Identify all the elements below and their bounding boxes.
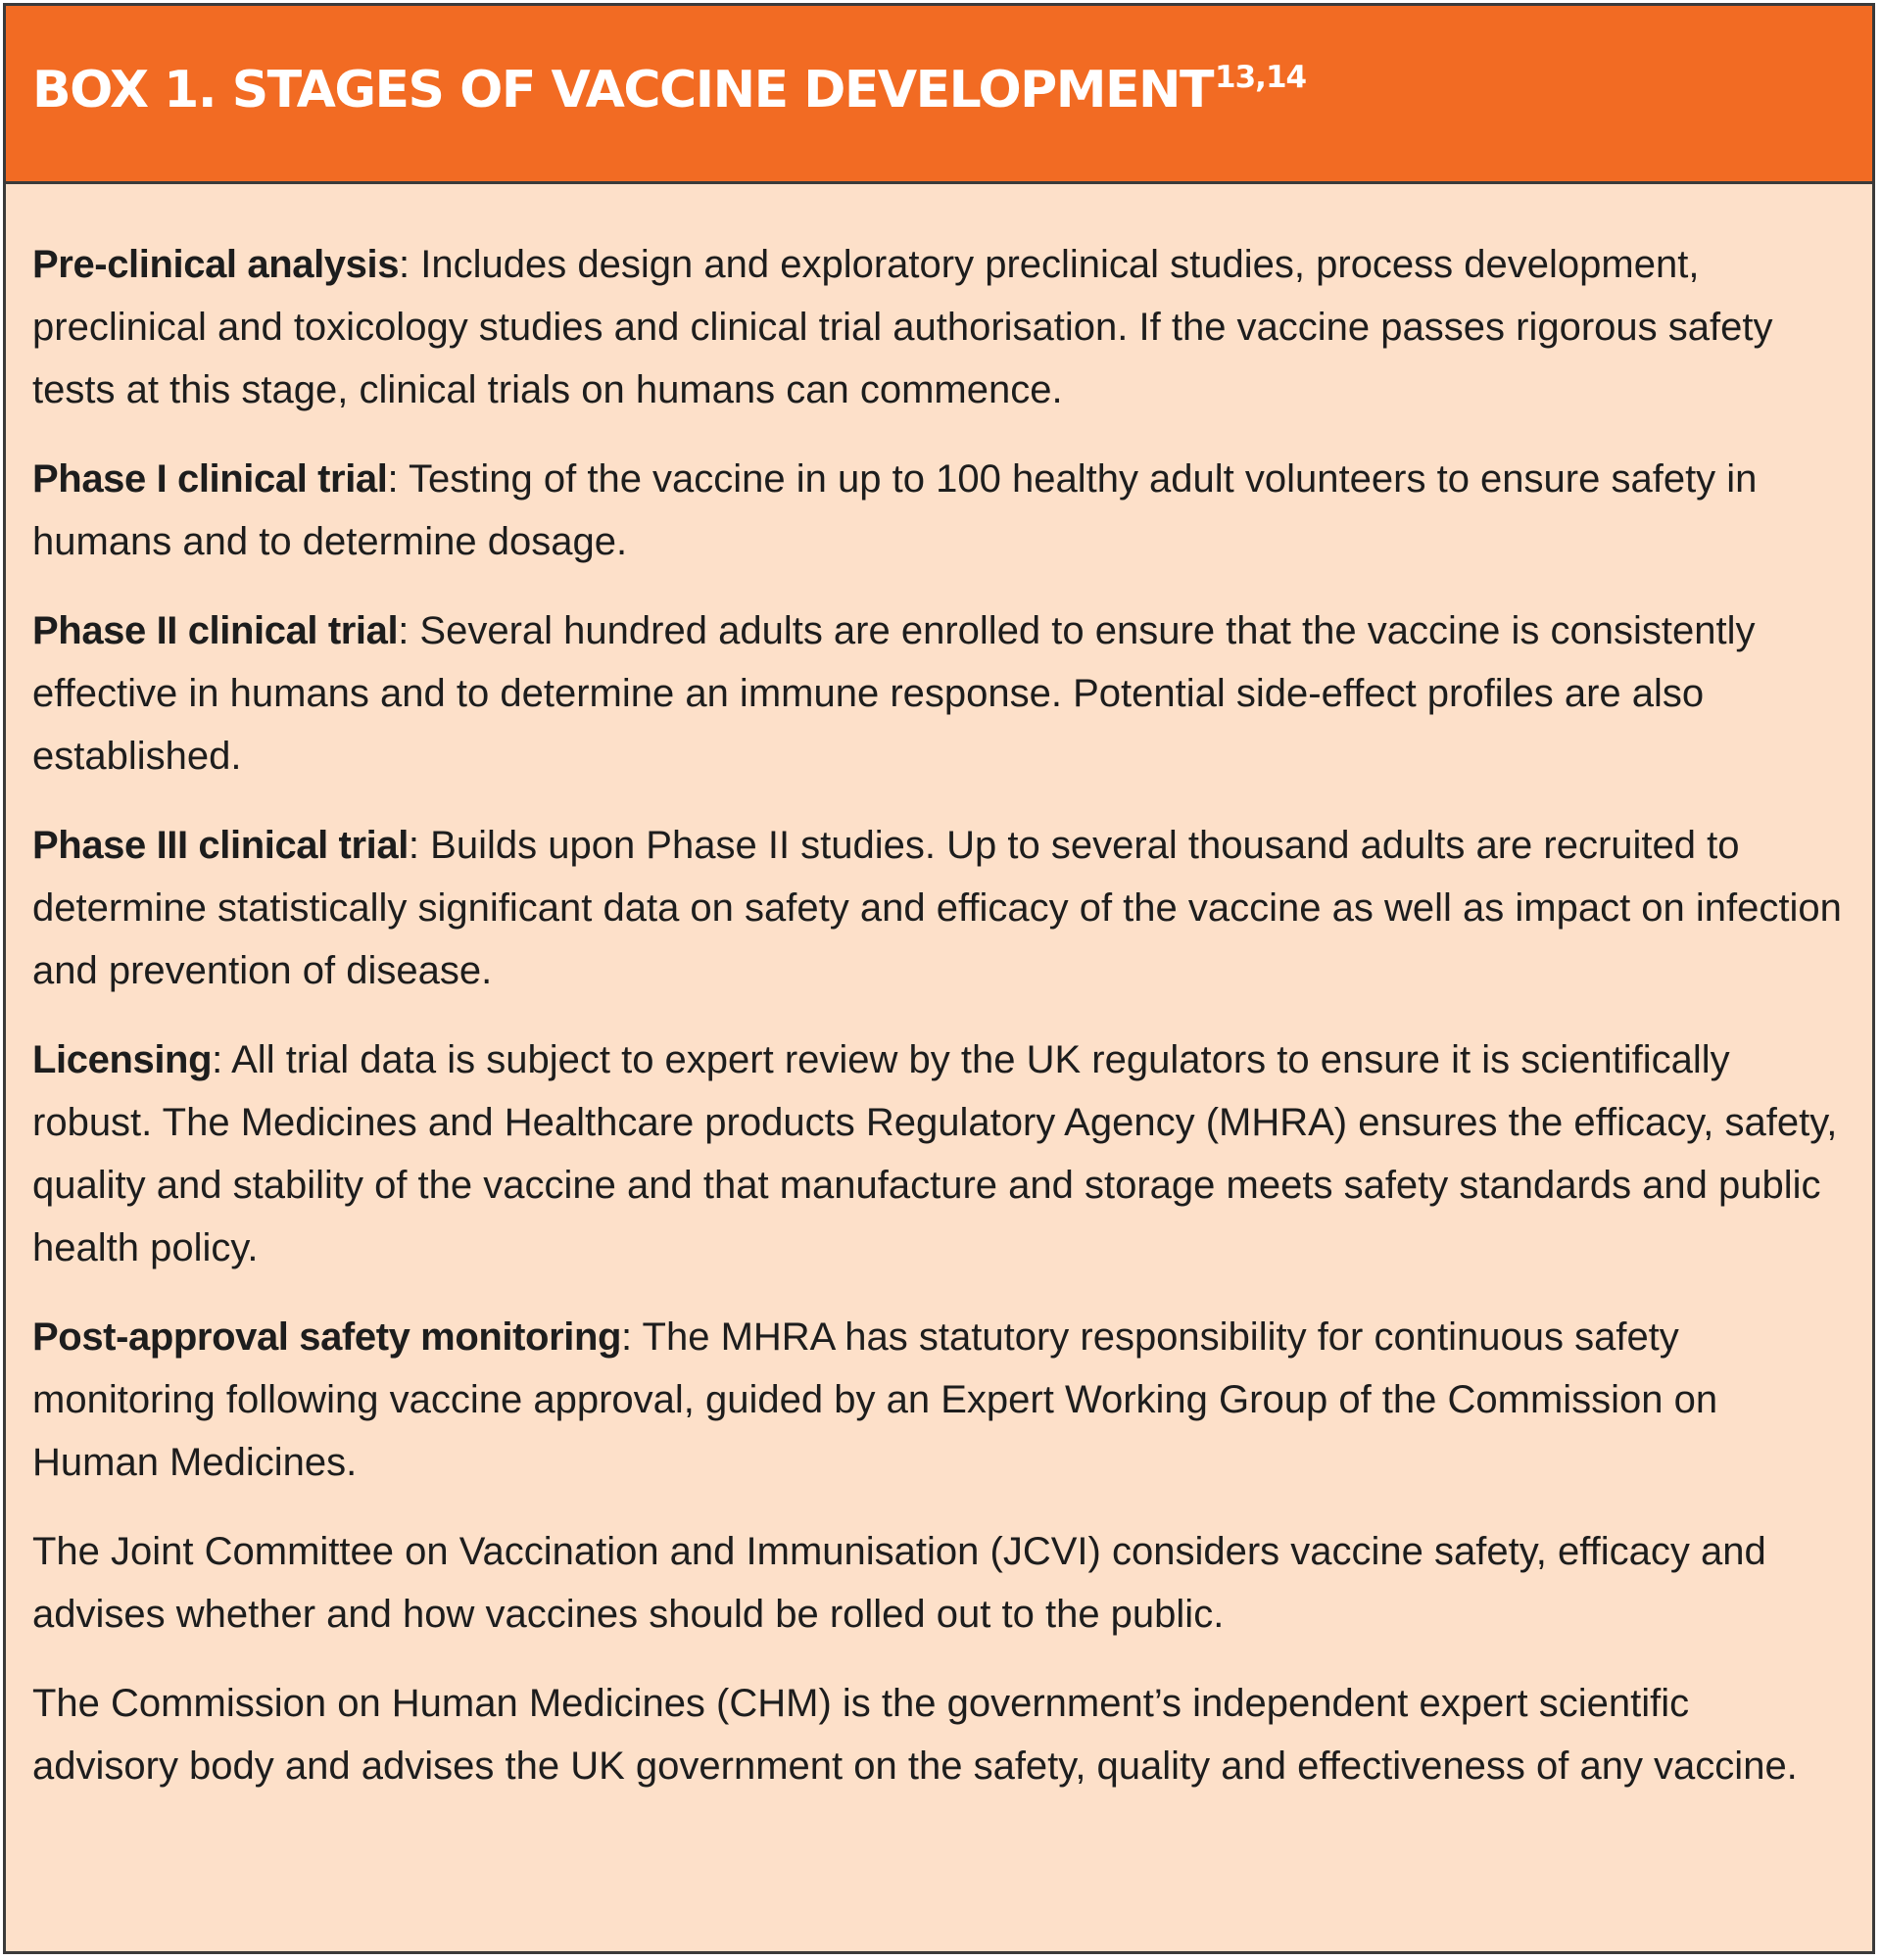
- stage-term: Pre-clinical analysis: [32, 243, 400, 286]
- title-reference-numbers: 13,14: [1215, 59, 1307, 95]
- stage-term: Phase I clinical trial: [32, 457, 388, 501]
- stage-phase-3-clinical-trial: [32, 814, 1843, 1002]
- stage-description: : All trial data is subject to expert review by the UK regulators to ensure it is scientifically robust. The Medicines and Healthcare products Regulatory Agency (MHRA) ensures the efficacy, safety, quality and stability of the vaccine and that manufacture and storage meets safety standards and public health policy.: [32, 1038, 1838, 1269]
- stage-phase-1-clinical-trial: [32, 448, 1843, 573]
- stage-description: : Testing of the vaccine in up to 100 healthy adult volunteers to ensure safety in humans and to determine dosage.: [32, 457, 1758, 563]
- vaccine-development-box: [3, 3, 1875, 1954]
- stage-term: Post-approval safety monitoring: [32, 1315, 622, 1359]
- stage-licensing: [32, 1028, 1843, 1279]
- stage-description: : The MHRA has statutory responsibility for continuous safety monitoring following vaccine approval, guided by an Expert Working Group of the Commission on Human Medicines.: [32, 1315, 1718, 1484]
- box-body: [6, 184, 1872, 1797]
- box-title: [32, 59, 1307, 120]
- stage-description: : Builds upon Phase II studies. Up to several thousand adults are recruited to determine statistically significant data on safety and efficacy of the vaccine as well as impact on infection and prevention of disease.: [32, 824, 1842, 992]
- stage-term: Licensing: [32, 1038, 213, 1081]
- stage-post-approval-safety-monitoring: [32, 1306, 1843, 1494]
- note-jcvi: The Joint Committee on Vaccination and Immunisation (JCVI) considers vaccine safety, efficacy and advises whether and how vaccines should be rolled out to the public.: [32, 1530, 1766, 1636]
- stage-phase-2-clinical-trial: [32, 599, 1843, 788]
- note-chm: The Commission on Human Medicines (CHM) is the government’s independent expert scientific advisory body and advises the UK government on the safety, quality and effectiveness of any vaccine.: [32, 1682, 1798, 1788]
- box-header: [6, 6, 1872, 184]
- box-title-text: BOX 1. STAGES OF VACCINE DEVELOPMENT: [32, 60, 1214, 120]
- stage-pre-clinical-analysis: [32, 233, 1843, 421]
- stage-description: : Several hundred adults are enrolled to ensure that the vaccine is consistently effective in humans and to determine an immune response. Potential side-effect profiles are also established.: [32, 609, 1756, 778]
- stage-term: Phase III clinical trial: [32, 824, 409, 867]
- stage-term: Phase II clinical trial: [32, 609, 399, 652]
- stage-description: : Includes design and exploratory preclinical studies, process development, preclinical and toxicology studies and clinical trial authorisation. If the vaccine passes rigorous safety tests at this stage, clinical trials on humans can commence.: [32, 243, 1773, 411]
